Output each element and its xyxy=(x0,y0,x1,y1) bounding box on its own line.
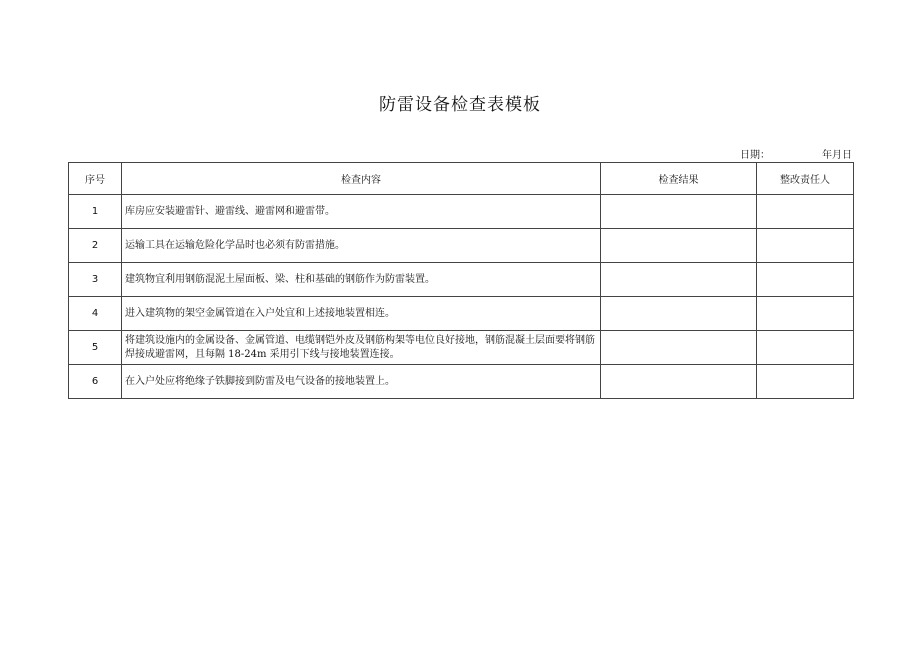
row-person[interactable] xyxy=(757,263,854,297)
table-row xyxy=(69,229,854,263)
row-no: 2 xyxy=(69,229,122,263)
row-person[interactable] xyxy=(757,365,854,399)
table-row xyxy=(69,297,854,331)
row-content: 库房应安装避雷针、避雷线、避雷网和避雷带。 xyxy=(122,195,601,229)
row-content: 运输工具在运输危险化学品时也必须有防雷措施。 xyxy=(122,229,601,263)
date-value: 年月日 xyxy=(822,150,852,161)
row-content: 在入户处应将绝缘子铁脚接到防雷及电气设备的接地装置上。 xyxy=(122,365,601,399)
row-result[interactable] xyxy=(601,263,757,297)
table-header-row xyxy=(69,163,854,195)
row-content: 将建筑设施内的金属设备、金属管道、电缆钢铠外皮及钢筋构架等电位良好接地，钢筋混凝土层面要将钢筋焊接成避雷网，且每隔 18-24m 采用引下线与接地装置连接。 xyxy=(122,331,601,365)
row-no: 1 xyxy=(69,195,122,229)
row-content: 进入建筑物的架空金属管道在入户处宜和上述接地装置相连。 xyxy=(122,297,601,331)
row-no: 6 xyxy=(69,365,122,399)
row-person[interactable] xyxy=(757,229,854,263)
row-result[interactable] xyxy=(601,195,757,229)
page-title: 防雷设备检查表模板 xyxy=(379,95,541,115)
inspection-table xyxy=(68,162,854,399)
table-row xyxy=(69,263,854,297)
header-person: 整改责任人 xyxy=(757,163,854,195)
table-row xyxy=(69,195,854,229)
row-result[interactable] xyxy=(601,297,757,331)
header-result: 检查结果 xyxy=(601,163,757,195)
row-result[interactable] xyxy=(601,365,757,399)
row-no: 4 xyxy=(69,297,122,331)
row-content: 建筑物宜利用钢筋混泥土屋面板、梁、柱和基础的钢筋作为防雷装置。 xyxy=(122,263,601,297)
row-no: 5 xyxy=(69,331,122,365)
row-person[interactable] xyxy=(757,195,854,229)
header-no: 序号 xyxy=(69,163,122,195)
header-content: 检查内容 xyxy=(122,163,601,195)
row-person[interactable] xyxy=(757,331,854,365)
row-no: 3 xyxy=(69,263,122,297)
date-line xyxy=(740,146,852,160)
table-row xyxy=(69,365,854,399)
row-result[interactable] xyxy=(601,331,757,365)
row-person[interactable] xyxy=(757,297,854,331)
row-result[interactable] xyxy=(601,229,757,263)
date-label: 日期： xyxy=(740,150,770,161)
table-row xyxy=(69,331,854,365)
